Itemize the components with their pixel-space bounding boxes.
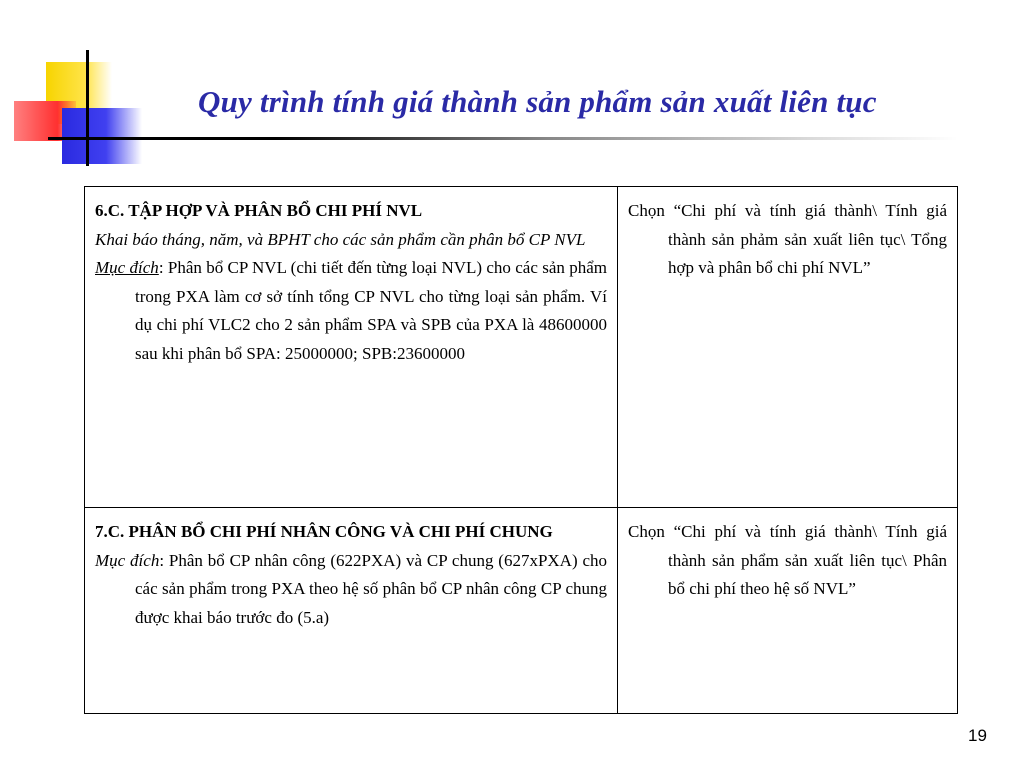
slide-logo-decoration: [0, 0, 150, 170]
step-description-cell: [85, 187, 618, 508]
slide-title: Quy trình tính giá thành sản phẩm sản xuất liên tục: [198, 84, 877, 119]
table-row: [85, 187, 958, 508]
menu-path-text: Chọn “Chi phí và tính giá thành\ Tính giá thành sản phẩm sản xuất liên tục\ Phân bổ chi phí theo hệ số NVL”: [628, 522, 947, 598]
step-heading: 6.C. TẬP HỢP VÀ PHÂN BỔ CHI PHÍ NVL: [95, 201, 423, 220]
logo-vertical-line: [86, 50, 89, 166]
step-description-cell: [85, 508, 618, 714]
purpose-text: : Phân bổ CP nhân công (622PXA) và CP chung (627xPXA) cho các sản phẩm trong PXA theo hệ số phân bổ CP nhân công CP chung được khai báo trước đo (5.a): [135, 550, 608, 627]
step-purpose: [95, 547, 607, 633]
step-purpose: [95, 254, 607, 368]
purpose-label: Mục đích: [95, 550, 160, 570]
procedure-table: [84, 186, 958, 714]
purpose-label: Mục đích: [95, 258, 159, 277]
step-declaration-note: Khai báo tháng, năm, và BPHT cho các sản phẩm cần phân bổ CP NVL: [95, 229, 586, 249]
title-underline-divider: [48, 137, 958, 140]
menu-path-text: Chọn “Chi phí và tính giá thành\ Tính giá thành sản phảm sản xuất liên tục\ Tổng hợp và phân bổ chi phí NVL”: [628, 201, 947, 277]
purpose-text: : Phân bổ CP NVL (chi tiết đến từng loại NVL) cho các sản phẩm trong PXA làm cơ sở tính tổng CP NVL cho từng loại sản phẩm. Ví dụ chi phí VLC2 cho 2 sản phẩm SPA và SPB của PXA là 48600000 sau khi phân bổ SPA: 25000000; SPB:23600000: [135, 258, 607, 363]
page-number: 19: [968, 726, 987, 745]
menu-path-cell: [618, 187, 958, 508]
menu-path-cell: [618, 508, 958, 714]
table-row: [85, 508, 958, 714]
step-heading: 7.C. PHÂN BỔ CHI PHÍ NHÂN CÔNG VÀ CHI PHÍ CHUNG: [95, 522, 553, 541]
logo-blue-square: [62, 108, 142, 164]
